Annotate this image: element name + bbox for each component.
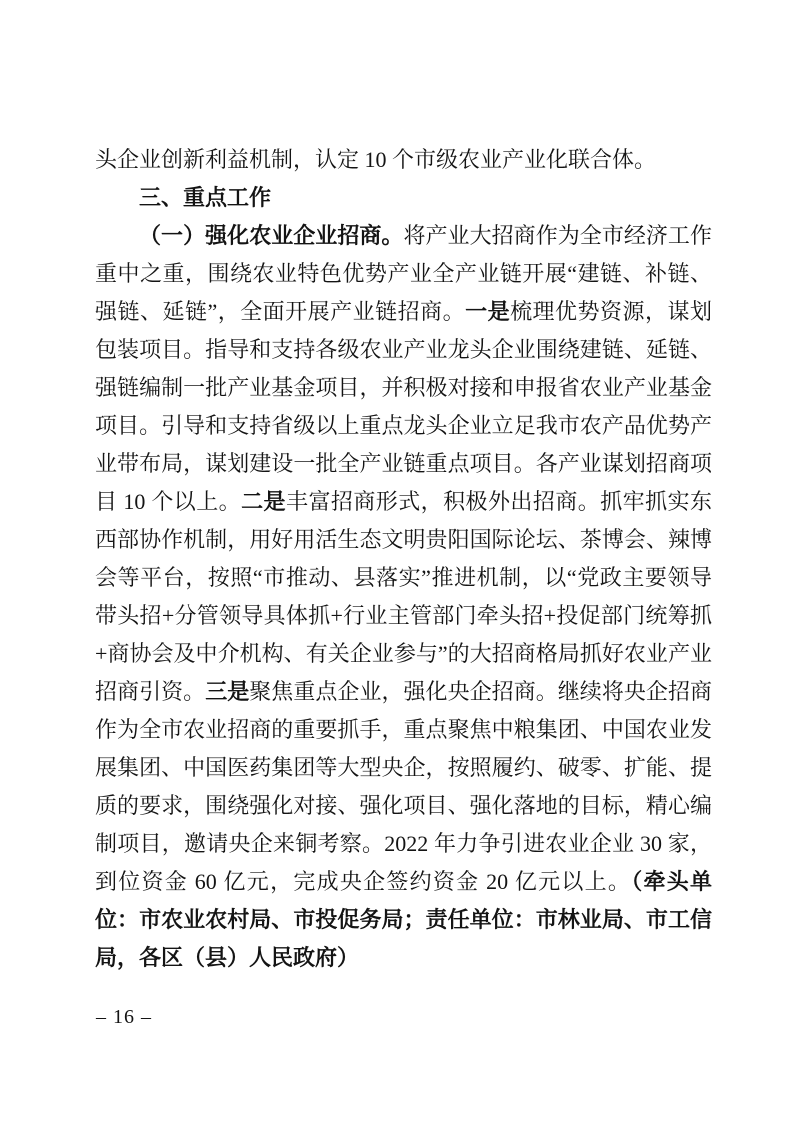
text-run-normal: 头企业创新利益机制，认定 10 个市级农业产业化联合体。 <box>95 147 657 172</box>
text-run-normal: 丰富招商形式，积极外出招商。抓牢抓实东西部协作机制，用好用活生态文明贵阳国际论坛、茶博会、辣博会等平台，按照“市推动、县落实”推进机制，以“党政主要领导带头招+分管领导具体抓+行业主管部门牵头招+投促部门统筹抓+商协会及中介机构、有关企业参与”的大招商格局抓好农业产业招商引资。 <box>95 489 712 704</box>
text-run-song-bold: （一）强化农业企业招商。 <box>139 223 404 248</box>
text-run-hei-bold: （牵头单位：市农业农村局、市投促务局；责任单位：市林业局、市工信局，各区（县）人民政府） <box>95 869 712 970</box>
text-run-song-bold: 三是 <box>205 679 250 704</box>
page-number: – 16 – <box>96 1006 152 1028</box>
document-body <box>95 141 712 977</box>
text-run-hei-bold: 三、重点工作 <box>139 185 272 210</box>
paragraph-body <box>95 217 712 977</box>
text-run-normal: 梳理优势资源，谋划包装项目。指导和支持各级农业产业龙头企业围绕建链、延链、强链编制一批产业基金项目，并积极对接和申报省农业产业基金项目。引导和支持省级以上重点龙头企业立足我市农产品优势产业带布局，谋划建设一批全产业链重点项目。各产业谋划招商项目 10 个以上。 <box>95 299 712 514</box>
text-run-normal: 聚焦重点企业，强化央企招商。继续将央企招商作为全市农业招商的重要抓手，重点聚焦中粮集团、中国农业发展集团、中国医药集团等大型央企，按照履约、破零、扩能、提质的要求，围绕强化对接、强化项目、强化落地的目标，精心编制项目，邀请央企来铜考察。2022 年力争引进农业企业 30 家，到位资金 60 亿元，完成央企签约资金 20 亿元以上。 <box>95 679 712 894</box>
text-run-normal: 将产业大招商作为全市经济工作重中之重，围绕农业特色优势产业全产业链开展“建链、补链、强链、延链”，全面开展产业链招商。 <box>95 223 712 324</box>
text-run-song-bold: 一是 <box>465 299 511 324</box>
paragraph-continuation <box>95 141 712 179</box>
paragraph-heading <box>95 179 712 217</box>
text-run-song-bold: 二是 <box>241 489 286 514</box>
